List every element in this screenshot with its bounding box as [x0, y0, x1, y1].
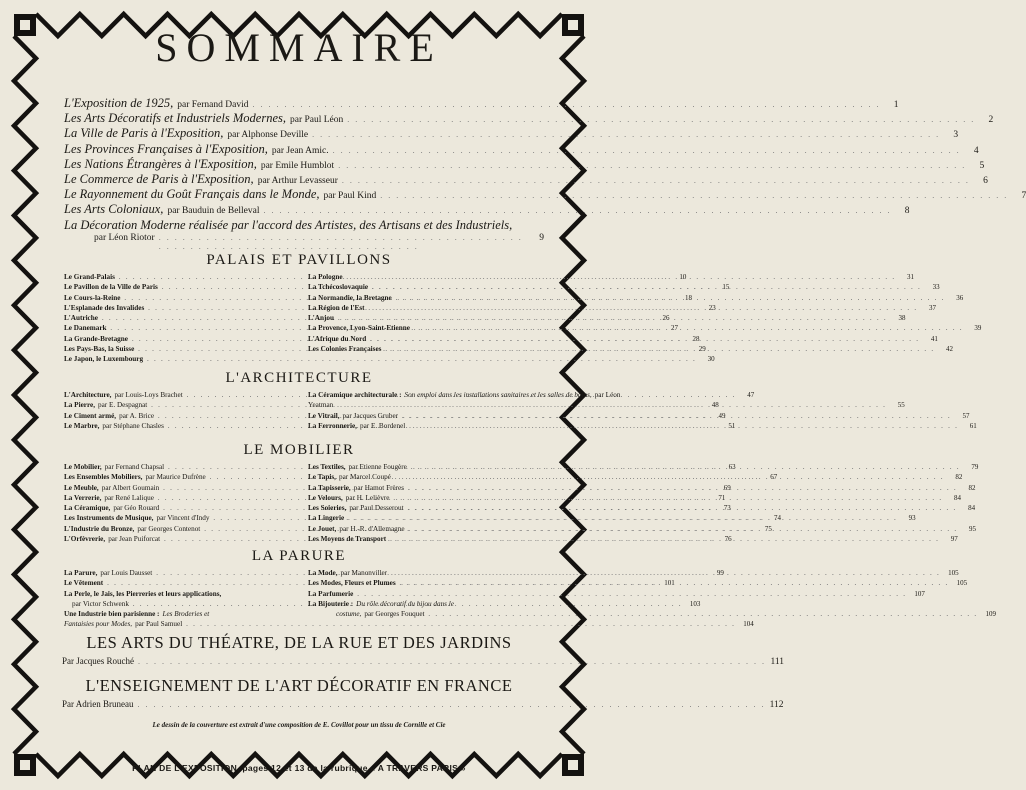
main-entry-page: 2 [988, 115, 994, 126]
main-entry-author: par Jean Amic. [271, 145, 329, 156]
toc-label: La Ferronnerie, [308, 421, 357, 430]
toc-label: Les Textiles, [308, 463, 346, 471]
toc-label: La Tchécoslovaquie [308, 283, 369, 292]
toc-author: par Manonviller [340, 569, 388, 577]
main-entry-title: La Ville de Paris à l'Exposition, [64, 126, 224, 141]
toc-label: La Région de l'Est [308, 303, 365, 312]
toc-label: Le Ciment armé, [64, 411, 117, 420]
leader-dots [337, 403, 887, 409]
toc-author: par Albert Goumain [101, 483, 160, 492]
toc-page: 103 [689, 599, 701, 608]
toc-page: 61 [969, 421, 977, 430]
main-entry-title: Les Provinces Françaises à l'Exposition, [64, 141, 268, 156]
toc-page: 38 [898, 314, 906, 323]
toc-author: par René Lalique [104, 493, 154, 502]
toc-page: 49 [718, 411, 726, 420]
toc-label: La Normandie, la Bretagne [308, 293, 392, 302]
toc-page: 57 [962, 411, 970, 420]
toc-label: Le Velours, [308, 493, 343, 502]
toc-label: Le Jouet, [308, 524, 337, 533]
leader-dots [357, 592, 907, 598]
toc-author: par Victor Schwenk [72, 599, 129, 608]
main-entry-title: Le Rayonnement du Goût Français dans le Monde, [64, 187, 320, 202]
toc-page: 10 [679, 273, 687, 281]
toc-page: 82 [955, 473, 963, 482]
toc-author: par Vincent d'Indy [156, 514, 210, 523]
toc-label: L'Architecture, [64, 391, 112, 399]
main-entry-author: par Emile Humblot [260, 160, 335, 171]
toc-label: L'Orfèvrerie, [64, 535, 106, 544]
toc-author: par Stéphane Chasles [102, 421, 164, 430]
leader-dots [408, 506, 958, 512]
toc-label: La Pierre, [64, 401, 95, 410]
leader-dots [159, 233, 526, 251]
main-entries-list [64, 96, 1026, 251]
toc-author: par Marcel Coupé [338, 473, 391, 482]
toc-label: La Perle, le Jais, les Pierreries et leurs applications, [64, 589, 222, 598]
toc-author: par Georges Contenot [137, 524, 201, 533]
leader-dots [396, 293, 946, 302]
toc-page: 74 [774, 514, 781, 523]
enseignement-page-number: 112 [769, 700, 784, 710]
main-entry-row [64, 171, 988, 187]
leader-dots [385, 347, 935, 353]
toc-subtitle: Les Broderies et [162, 610, 210, 619]
toc-label: L'Afrique du Nord [308, 334, 367, 343]
toc-label: Le Japon, le Luxembourg [64, 355, 144, 364]
main-entry-page: 3 [953, 130, 959, 141]
main-entry-page: 1 [893, 100, 899, 110]
toc-subtitle: costume, [336, 610, 362, 619]
toc-page: 47 [747, 391, 755, 399]
leader-dots [380, 191, 1008, 200]
toc-subtitle: Son emploi dans les installations sanitaires et les salles de bains, [404, 391, 592, 399]
main-entry-page: 7 [1021, 191, 1026, 202]
main-entry-row [64, 218, 544, 251]
leader-dots [342, 176, 970, 185]
toc-page: 73 [723, 504, 731, 513]
toc-page: 67 [770, 473, 778, 482]
toc-author: par E. Bordenel [359, 421, 406, 430]
main-entry-page: 4 [973, 145, 979, 156]
theatre-page-number: 111 [770, 657, 784, 667]
toc-label: La Verrerie, [64, 493, 102, 502]
toc-row [64, 620, 754, 630]
toc-label: Le Grand-Palais [64, 273, 115, 281]
toc-row [308, 610, 997, 620]
toc-subtitle: Du rôle décoratif du bijou dans le [356, 599, 454, 608]
toc-page: 55 [897, 401, 905, 410]
enseignement-author: Par Adrien Bruneau [62, 699, 134, 709]
leader-dots [409, 421, 959, 430]
main-entry-title: L'Exposition de 1925, [64, 96, 174, 110]
toc-author: par H.-R. d'Allemagne [339, 524, 405, 533]
toc-page: 41 [930, 334, 938, 343]
leader-dots [347, 275, 897, 281]
toc-author: par Géo Rouard [113, 504, 160, 513]
toc-subtitle: Fantaisies pour Modes, [64, 620, 133, 629]
main-entry-row [64, 156, 985, 172]
leader-dots [393, 493, 943, 502]
leader-dots [370, 334, 920, 343]
toc-label: La Lingerie [308, 514, 345, 523]
main-entry-title: Les Arts Coloniaux, [64, 202, 164, 217]
toc-author: par E. Despagnat [98, 401, 148, 410]
toc-label: Le Meuble, [64, 483, 99, 492]
main-entry-page: 6 [983, 175, 988, 186]
section-heading-parure: LA PARURE [251, 548, 347, 564]
leader-dots [348, 516, 898, 522]
toc-label: La Tapisserie, [308, 483, 351, 492]
toc-page: 97 [950, 535, 958, 544]
toc-page: 69 [723, 483, 731, 492]
toc-page: 107 [914, 589, 925, 598]
leader-dots [264, 206, 892, 215]
main-entry-author: par Arthur Levasseur [257, 175, 338, 186]
toc-label: Les Modes, Fleurs et Plumes [308, 579, 396, 588]
toc-author: Yeatman [308, 401, 334, 410]
toc-page: 79 [971, 463, 979, 471]
leader-dots [391, 571, 941, 577]
toc-label: Le Vitrail, [308, 411, 340, 420]
leader-dots [411, 465, 961, 471]
toc-page: 15 [722, 283, 730, 292]
toc-row [308, 600, 544, 610]
toc-row [64, 355, 715, 365]
toc-author: par Georges Fouquet [364, 610, 425, 619]
toc-page: 30 [707, 355, 715, 364]
toc-page: 76 [724, 535, 732, 544]
toc-page: 33 [932, 283, 940, 292]
toc-label: L'Industrie du Bronze, [64, 524, 135, 533]
toc-label: La Provence, Lyon-Saint-Etienne [308, 324, 410, 333]
main-entry-author: par Paul Kind [323, 191, 377, 202]
leader-dots [369, 303, 919, 312]
toc-page: 48 [711, 401, 719, 410]
toc-author: par Louis-Loys Brachet [114, 391, 183, 399]
toc-label: Les Ensembles Mobiliers, [64, 473, 143, 482]
toc-label: Le Cours-la-Reine [64, 293, 121, 302]
toc-author: par Paul Samuel [135, 620, 183, 629]
toc-page: 105 [948, 569, 959, 577]
toc-label: Le Marbre, [64, 421, 100, 430]
main-entry-page: 5 [979, 160, 985, 171]
leader-dots [390, 537, 940, 543]
toc-row [64, 590, 300, 600]
leader-dots [338, 316, 888, 322]
leader-dots [429, 612, 979, 618]
leader-dots [400, 581, 950, 587]
toc-label: L'Esplanade des Invalides [64, 303, 145, 312]
leader-dots [414, 326, 964, 332]
toc-page: 29 [698, 345, 706, 354]
main-entry-line2 [64, 233, 544, 251]
toc-page: 101 [664, 579, 675, 588]
toc-page: 23 [708, 303, 716, 312]
toc-page: 39 [974, 324, 982, 333]
toc-author: par H. Lelièvre [345, 493, 390, 502]
toc-label: L'Anjou [308, 314, 334, 323]
toc-label: Le Tapis, [308, 473, 336, 482]
main-entry-row [64, 202, 910, 217]
toc-page: 84 [953, 493, 961, 502]
main-entry-page: 9 [539, 232, 544, 243]
section-heading-architecture: L'ARCHITECTURE [225, 370, 373, 386]
toc-label: Les Soieries, [308, 504, 347, 513]
toc-page: 93 [908, 514, 916, 523]
toc-page: 51 [728, 421, 736, 430]
toc-label: Les Colonies Françaises [308, 345, 382, 354]
toc-page: 71 [718, 493, 726, 502]
toc-page: 104 [743, 620, 754, 629]
main-entry-row [64, 126, 959, 141]
toc-author: par A. Brice [119, 411, 155, 420]
leader-dots [253, 100, 881, 109]
leader-dots [402, 411, 952, 420]
toc-page: 95 [969, 524, 977, 533]
toc-label: Le Vêtement [64, 579, 104, 588]
toc-page: 109 [985, 610, 997, 619]
toc-label: La Mode, [308, 569, 338, 577]
toc-row [308, 589, 925, 600]
footer-reference: PLAN DE L'EXPOSITION, pages 12 et 13 de la rubrique « A TRAVERS PARIS » [132, 763, 466, 773]
toc-author: par Jean Puiforcat [108, 535, 161, 544]
section-heading-mobilier: LE MOBILIER [243, 442, 355, 458]
enseignement-author-row [62, 699, 784, 710]
toc-label: Une Industrie bien parisienne : [64, 610, 160, 619]
toc-page: 105 [956, 579, 968, 588]
main-entry-author: par Alphonse Deville [227, 130, 309, 141]
leader-dots [395, 475, 945, 481]
toc-page: 82 [968, 483, 976, 492]
main-entry-row [64, 187, 1026, 202]
leader-dots [408, 483, 958, 492]
toc-page: 75 [764, 524, 772, 533]
toc-page: 36 [956, 293, 964, 302]
toc-label: Le Danemark [64, 324, 107, 333]
toc-label: La Bijouterie : [308, 599, 354, 608]
toc-author: par Paul Desserout [349, 504, 404, 513]
toc-label: Le Mobilier, [64, 463, 102, 471]
toc-label: La Pologne [308, 273, 343, 281]
parure-columns [64, 569, 997, 631]
toc-label: Le Pavillon de la Ville de Paris [64, 283, 158, 292]
leader-dots [372, 285, 922, 291]
main-entry-title: Les Nations Étrangères à l'Exposition, [64, 156, 257, 171]
leader-dots [338, 161, 966, 170]
section-heading-theatre: LES ARTS DU THÉATRE, DE LA RUE ET DES JARDINS [86, 633, 512, 652]
main-entry-author: par Bauduin de Belleval [167, 206, 260, 217]
main-entry-row [64, 111, 994, 126]
leader-dots [347, 115, 975, 124]
toc-page: 27 [671, 324, 679, 333]
toc-author: par Etienne Fougère [348, 463, 407, 471]
section-heading-enseignement: L'ENSEIGNEMENT DE L'ART DÉCORATIF EN FRANCE [85, 676, 513, 695]
palais-columns [64, 273, 982, 366]
toc-label: Les Pays-Bas, la Suisse [64, 345, 135, 354]
toc-author: par Jacques Gruber [342, 411, 399, 420]
main-entry-title: Les Arts Décoratifs et Industriels Modernes, [64, 111, 286, 126]
main-entry-author: par Léon Riotor [94, 232, 155, 243]
main-entry-row [64, 96, 899, 111]
architecture-columns [64, 391, 977, 432]
main-entry-author: par Fernand David [177, 100, 249, 110]
leader-dots [409, 524, 959, 533]
toc-label: La Parfumerie [308, 589, 354, 598]
toc-label: La Grande-Bretagne [64, 334, 128, 343]
toc-author: par Fernand Chapsal [104, 463, 165, 471]
toc-author: par Maurice Dufrène [145, 473, 206, 482]
toc-label: La Céramique architecturale : [308, 391, 402, 399]
toc-author: par Louis Dausset [100, 569, 153, 577]
leader-dots [333, 146, 961, 155]
toc-page: 84 [968, 504, 976, 513]
toc-page: 42 [945, 345, 953, 354]
toc-page: 26 [662, 314, 670, 323]
toc-page: 28 [692, 334, 700, 343]
main-entry-author: par Paul Léon [289, 115, 344, 126]
toc-label: L'Autriche [64, 314, 98, 323]
toc-row [308, 391, 621, 401]
section-heading-palais: PALAIS ET PAVILLONS [206, 252, 392, 268]
main-entry-row [64, 141, 979, 157]
toc-author: par Léon [594, 391, 621, 399]
page-title: SOMMAIRE [155, 25, 443, 70]
leader-dots [137, 700, 765, 709]
toc-page: 31 [907, 273, 915, 281]
toc-label: Les Instruments de Musique, [64, 514, 154, 523]
mobilier-columns [64, 463, 979, 545]
toc-label: La Céramique, [64, 504, 111, 513]
leader-dots [312, 130, 940, 139]
toc-page: 37 [929, 303, 937, 312]
main-entry-page: 8 [904, 206, 910, 217]
main-entry-title: La Décoration Moderne réalisée par l'accord des Artistes, des Artisans et des Industriels, [64, 217, 513, 232]
theatre-author-row [62, 656, 784, 667]
cover-credit-note: Le dessin de la couverture est extrait d'une composition de E. Covillot pour un tissu de Cornille et Cie [152, 721, 446, 729]
toc-label: Les Moyens de Transport [308, 535, 387, 544]
theatre-author: Par Jacques Rouché [62, 656, 134, 666]
toc-page: 99 [716, 569, 724, 577]
toc-page: 63 [728, 463, 736, 471]
toc-label: La Parure, [64, 569, 98, 577]
toc-page: 18 [685, 293, 692, 302]
toc-author: par Hamot Frères [353, 483, 405, 492]
toc-row [64, 610, 300, 620]
leader-dots [138, 657, 766, 666]
main-entry-title: Le Commerce de Paris à l'Exposition, [64, 171, 254, 186]
